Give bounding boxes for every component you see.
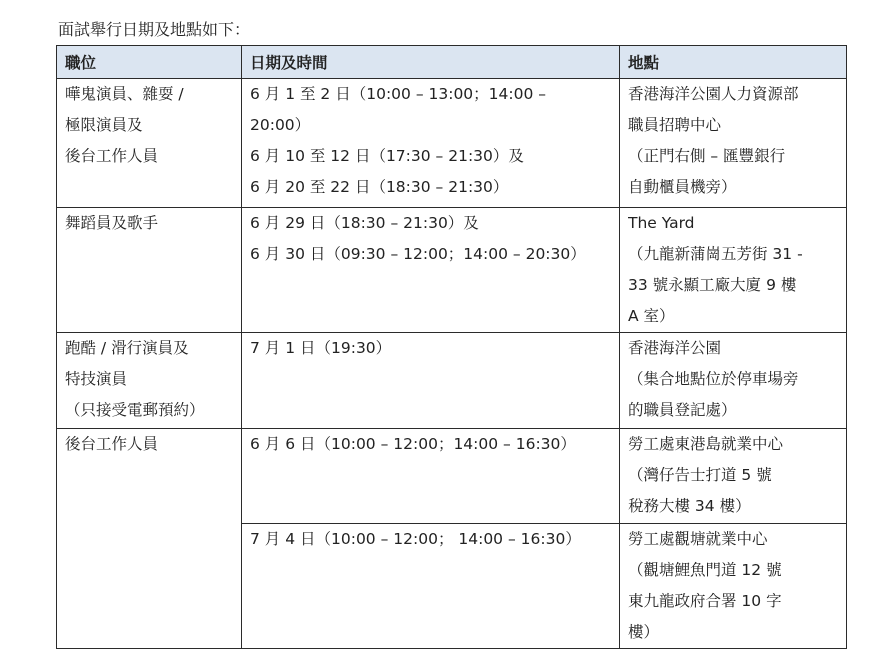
intro-text: 面試舉行日期及地點如下： (58, 20, 251, 39)
datetime-line: 7 月 1 日（19:30） (250, 339, 392, 357)
location-line: （集合地點位於停車場旁 (628, 370, 799, 388)
position-line: （只接受電郵預約） (65, 401, 205, 419)
header-position: 職位 (57, 46, 242, 79)
table-header-row (57, 46, 847, 79)
location-line: 自動櫃員機旁） (628, 178, 737, 196)
location-cell (620, 79, 847, 208)
location-line: 樓） (628, 623, 660, 641)
datetime-line: 6 月 29 日（18:30 – 21:30）及 (250, 214, 479, 232)
position-line: 後台工作人員 (65, 147, 159, 165)
table-row (57, 429, 847, 524)
position-cell (57, 429, 242, 649)
datetime-line: 6 月 20 至 22 日（18:30 – 21:30） (250, 178, 509, 196)
table-row (57, 208, 847, 333)
location-line: 東九龍政府合署 10 字 (628, 592, 782, 610)
location-line: 稅務大樓 34 樓） (628, 497, 751, 515)
location-line: A 室） (628, 307, 675, 325)
datetime-cell (242, 429, 620, 524)
location-cell (620, 429, 847, 524)
location-line: （灣仔告士打道 5 號 (628, 466, 772, 484)
datetime-cell (242, 79, 620, 208)
location-line: 職員招聘中心 (628, 116, 722, 134)
location-cell (620, 208, 847, 333)
position-line: 極限演員及 (65, 116, 143, 134)
datetime-cell (242, 333, 620, 429)
location-line: 勞工處觀塘就業中心 (628, 530, 768, 548)
datetime-line: 6 月 1 至 2 日（10:00 – 13:00；14:00 – (250, 85, 547, 103)
position-cell (57, 208, 242, 333)
interview-schedule-table (56, 45, 847, 649)
header-location: 地點 (620, 46, 847, 79)
datetime-line: 6 月 10 至 12 日（17:30 – 21:30）及 (250, 147, 524, 165)
location-line: The Yard (628, 214, 695, 232)
location-line: 香港海洋公園 (628, 339, 722, 357)
position-line: 跑酷 / 滑行演員及 (65, 339, 189, 357)
position-cell (57, 333, 242, 429)
position-line: 嘩鬼演員、雜耍 / (65, 85, 184, 103)
location-line: （正門右側 – 匯豐銀行 (628, 147, 786, 165)
location-line: （觀塘鯉魚門道 12 號 (628, 561, 782, 579)
datetime-cell (242, 208, 620, 333)
location-cell (620, 333, 847, 429)
datetime-line: 6 月 30 日（09:30 – 12:00；14:00 – 20:30） (250, 245, 586, 263)
location-line: 香港海洋公園人力資源部 (628, 85, 799, 103)
table-row (57, 333, 847, 429)
header-datetime: 日期及時間 (242, 46, 620, 79)
datetime-line: 6 月 6 日（10:00 – 12:00；14:00 – 16:30） (250, 435, 576, 453)
position-line: 舞蹈員及歌手 (65, 214, 159, 232)
datetime-line: 7 月 4 日（10:00 – 12:00； 14:00 – 16:30） (250, 530, 581, 548)
position-cell (57, 79, 242, 208)
datetime-cell (242, 524, 620, 649)
datetime-line: 20:00） (250, 116, 311, 134)
position-line: 後台工作人員 (65, 435, 159, 453)
location-line: 勞工處東港島就業中心 (628, 435, 784, 453)
location-cell (620, 524, 847, 649)
position-line: 特技演員 (65, 370, 128, 388)
table-row (57, 79, 847, 208)
location-line: 的職員登記處） (628, 401, 737, 419)
location-line: 33 號永顯工廠大廈 9 樓 (628, 276, 797, 294)
location-line: （九龍新蒲崗五芳街 31 - (628, 245, 803, 263)
